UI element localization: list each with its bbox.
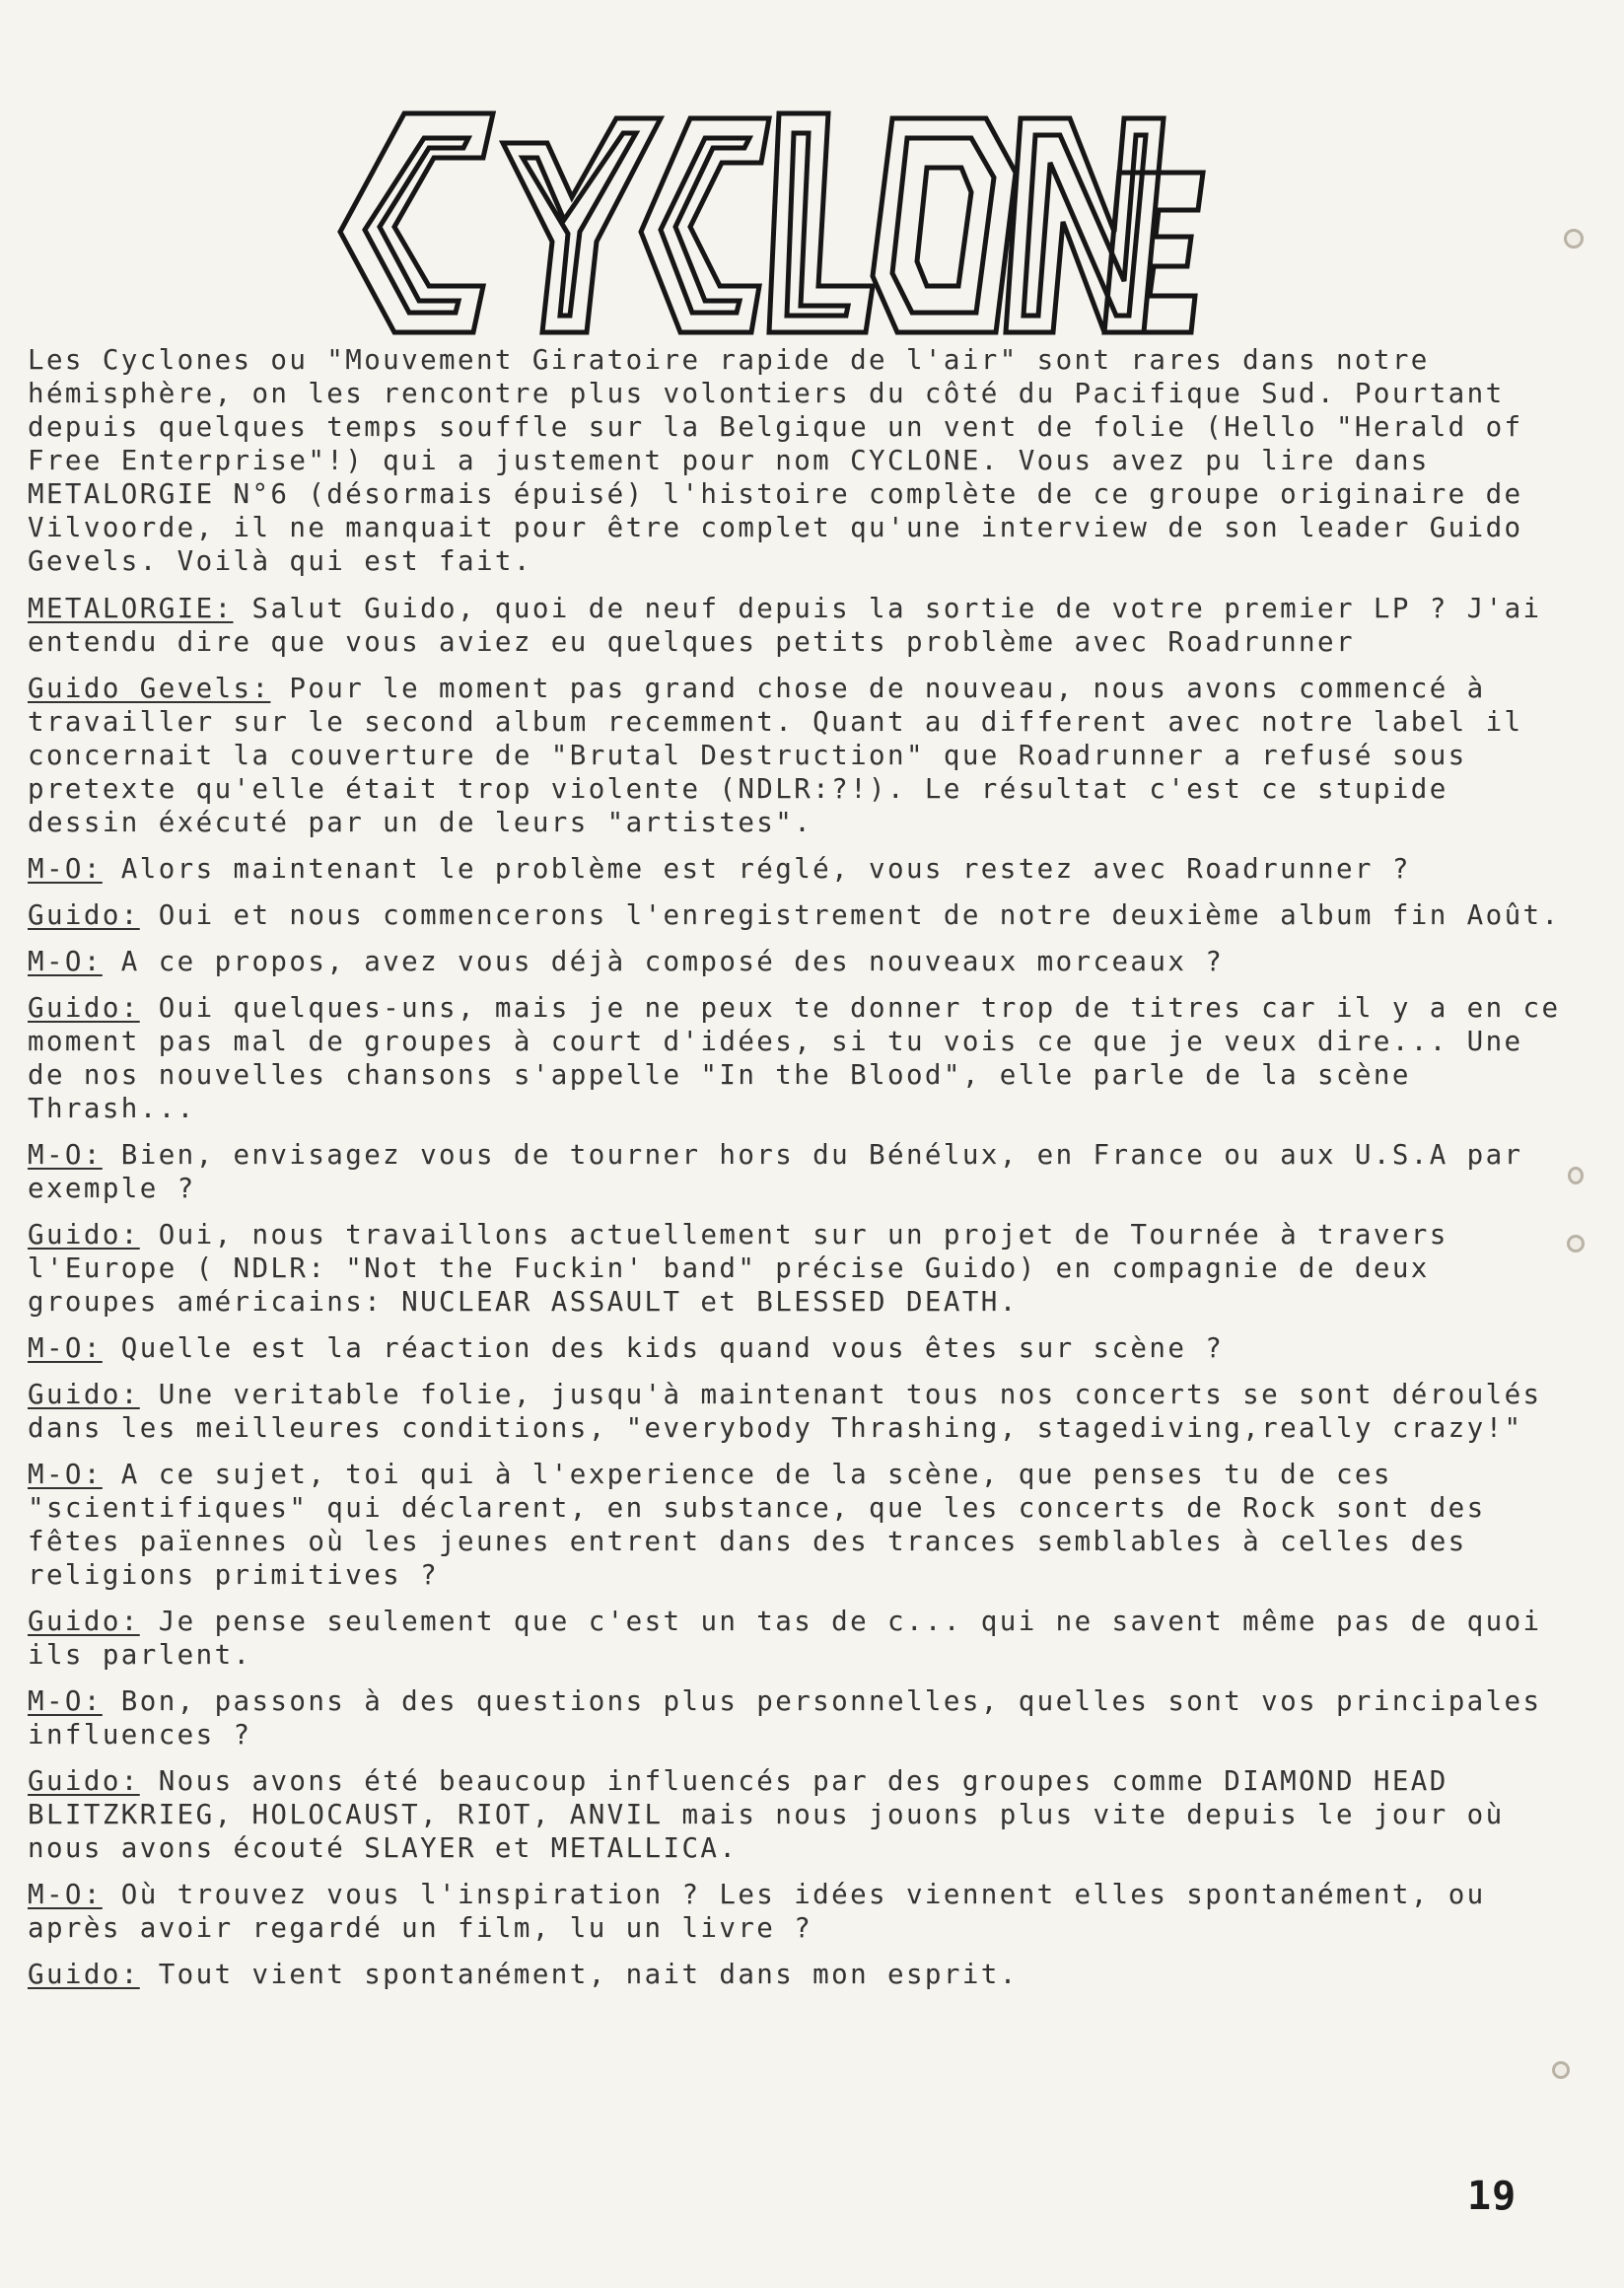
entry-text: Où trouvez vous l'inspiration ? Les idées viennent elles spontanément, ou après avoir regardé un film, lu un livre ?	[28, 1879, 1505, 1944]
speaker-label: Guido:	[28, 1765, 140, 1797]
entry-text: A ce propos, avez vous déjà composé des nouveaux morceaux ?	[102, 946, 1225, 977]
interview-entry	[28, 1764, 1566, 1865]
speaker-label: Guido:	[28, 1606, 140, 1637]
entry-text: Alors maintenant le problème est réglé, vous restez avec Roadrunner ?	[102, 853, 1411, 885]
speaker-label: Guido:	[28, 992, 140, 1024]
interview-entry	[28, 1684, 1566, 1752]
entry-text: A ce sujet, toi qui à l'experience de la scène, que penses tu de ces "scientifiques" qui déclarent, en substance, que les concerts de Rock sont des fêtes païennes où les jeunes entrent dans des trances semblables à celles des religions primitives ?	[28, 1459, 1505, 1591]
entry-text: Pour le moment pas grand chose de nouveau, nous avons commencé à travailler sur le second album recemment. Quant au different avec notre label il concernait la couverture de "Brutal Destruction" que Roadrunner a refusé sous pretexte qu'elle était trop violente (NDLR:?!). Le résultat c'est ce stupide dessin éxécuté par un de leurs "artistes".	[28, 673, 1542, 838]
article-body	[28, 343, 1580, 2004]
interview-entry	[28, 1458, 1566, 1592]
speaker-label: M-O:	[28, 853, 103, 885]
interview-entry	[28, 945, 1566, 978]
interview-entry	[28, 898, 1566, 932]
binder-hole-mark	[1552, 2061, 1570, 2079]
cyclone-logo	[335, 104, 1213, 350]
speaker-label: M-O:	[28, 1459, 103, 1490]
interview-entry	[28, 991, 1580, 1125]
entry-text: Quelle est la réaction des kids quand vous êtes sur scène ?	[102, 1332, 1225, 1364]
entry-text: Oui quelques-uns, mais je ne peux te donner trop de titres car il y a en ce moment pas mal de groupes à court d'idées, si tu vois ce que je veux dire... Une de nos nouvelles chansons s'appelle "In the Blood", elle parle de la scène Thrash...	[28, 992, 1580, 1124]
entry-text: Une veritable folie, jusqu'à maintenant tous nos concerts se sont déroulés dans les meilleures conditions, "everybody Thrashing, stagediving,really crazy!"	[28, 1379, 1561, 1444]
speaker-label: M-O:	[28, 1332, 103, 1364]
speaker-label: Guido:	[28, 1379, 140, 1410]
speaker-label: Guido:	[28, 1959, 140, 1990]
entry-text: Nous avons été beaucoup influencés par des groupes comme DIAMOND HEAD BLITZKRIEG, HOLOCAUST, RIOT, ANVIL mais nous jouons plus vite depuis le jour où nous avons écouté SLAYER et METALLICA.	[28, 1765, 1523, 1864]
interview-entry	[28, 1378, 1566, 1445]
interview-entry	[28, 592, 1566, 659]
speaker-label: Guido:	[28, 1219, 140, 1251]
interview-entry	[28, 1331, 1566, 1365]
entry-text: Oui, nous travaillons actuellement sur un projet de Tournée à travers l'Europe ( NDLR: "Not the Fuckin' band" précise Guido) en compagnie de deux groupes américains: NUCLEAR ASSAULT et BLESSED DEATH.	[28, 1219, 1467, 1318]
speaker-label: M-O:	[28, 1879, 103, 1910]
speaker-label: M-O:	[28, 1685, 103, 1717]
article-intro: Les Cyclones ou "Mouvement Giratoire rapide de l'air" sont rares dans notre hémisphère, on les rencontre plus volontiers du côté du Pacifique Sud. Pourtant depuis quelques temps souffle sur la Belgique un vent de folie (Hello "Herald of Free Enterprise"!) qui a justement pour nom CYCLONE. Vous avez pu lire dans METALORGIE N°6 (désormais épuisé) l'histoire complète de ce groupe originaire de Vilvoorde, il ne manquait pour être complet qu'une interview de son leader Guido Gevels. Voilà qui est fait.	[28, 344, 1542, 577]
interview-entry	[28, 1218, 1566, 1319]
interview-entry	[28, 1138, 1566, 1205]
entry-text: Bien, envisagez vous de tourner hors du Bénélux, en France ou aux U.S.A par exemple ?	[28, 1139, 1542, 1204]
binder-hole-mark	[1567, 1235, 1585, 1252]
entry-text: Je pense seulement que c'est un tas de c... qui ne savent même pas de quoi ils parlent.	[28, 1606, 1561, 1671]
entry-text: Tout vient spontanément, nait dans mon esprit.	[139, 1959, 1019, 1990]
speaker-label: Guido:	[28, 899, 140, 931]
entry-text: Bon, passons à des questions plus personnelles, quelles sont vos principales influences ?	[28, 1685, 1561, 1751]
interview-entry	[28, 1605, 1566, 1672]
entry-text: Oui et nous commencerons l'enregistrement de notre deuxième album fin Août.	[139, 899, 1561, 931]
entry-text: Salut Guido, quoi de neuf depuis la sortie de votre premier LP ? J'ai entendu dire que vous aviez eu quelques petits problème avec Roadrunner	[28, 593, 1561, 658]
page-number: 19	[1467, 2174, 1518, 2219]
binder-hole-mark	[1564, 229, 1584, 249]
binder-hole-mark	[1568, 1167, 1584, 1184]
speaker-label: M-O:	[28, 1139, 103, 1171]
interview-entry	[28, 852, 1566, 886]
interview-entry	[28, 1958, 1566, 1991]
speaker-label: M-O:	[28, 946, 103, 977]
speaker-label: Guido Gevels:	[28, 673, 271, 704]
speaker-label: METALORGIE:	[28, 593, 234, 624]
interview-entry	[28, 1878, 1566, 1945]
interview-entry	[28, 672, 1566, 839]
